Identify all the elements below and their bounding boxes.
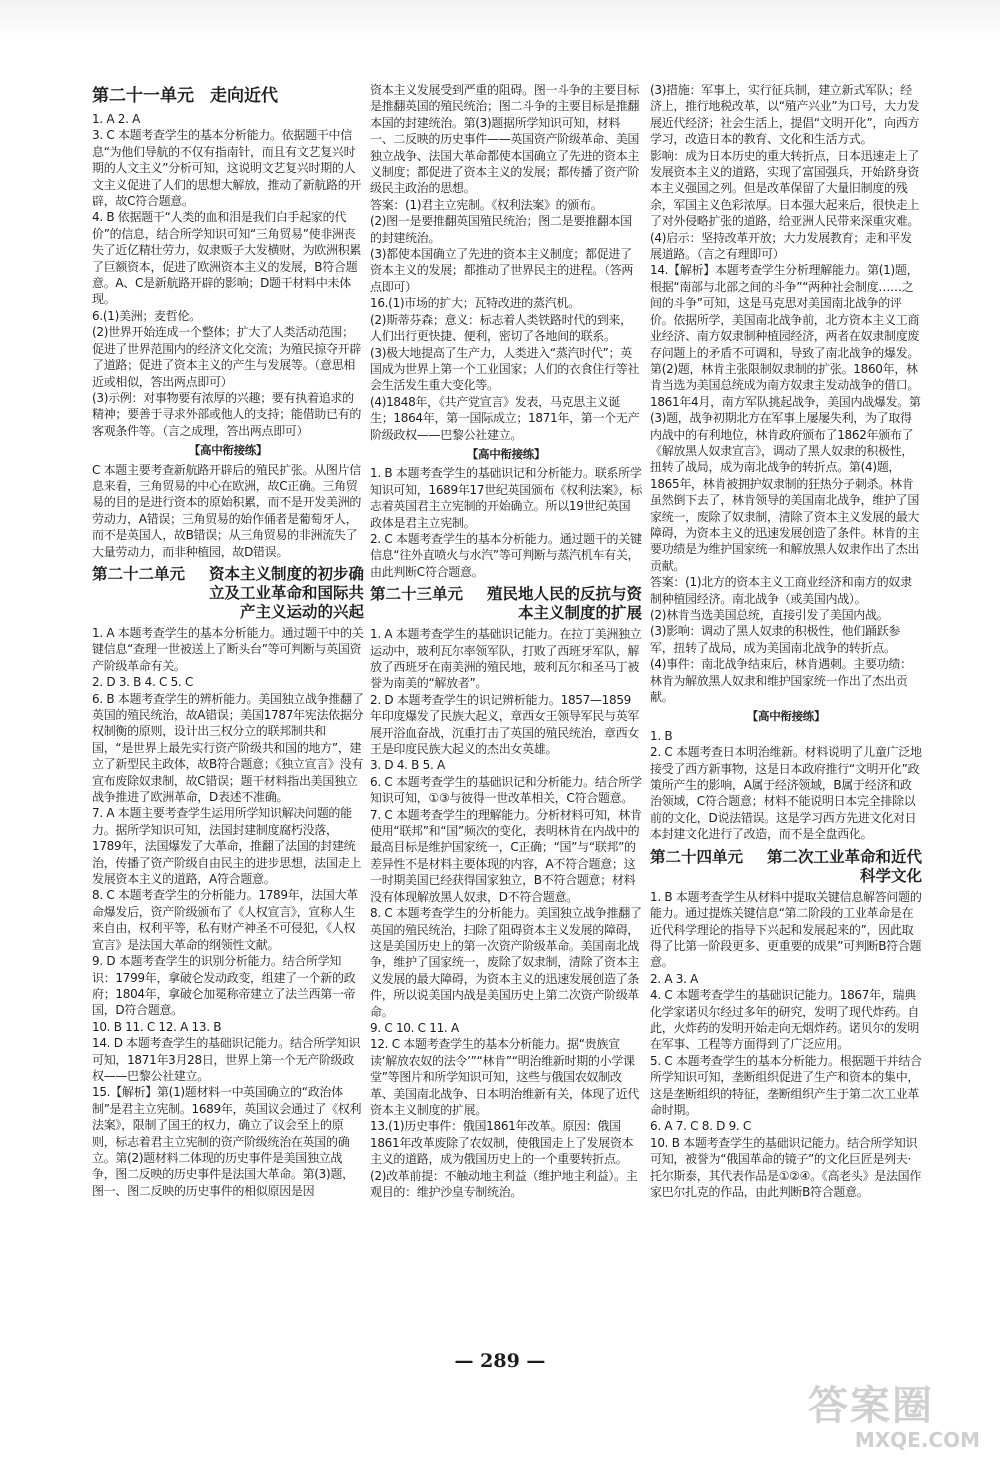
column-left [92, 82, 364, 1199]
unit-heading-21 [92, 86, 364, 107]
answer-line: 资本主义发展受到严重的阻碍。图一斗争的主要目标是推翻英国的殖民统治；图二斗争的主要目标是推翻本国的封建统治。第(3)题据所学知识可知，材料一、二反映的历史事件——英国资产阶级革命、美国独立战争、法国大革命都使本国确立了先进的资本主义制度；都促进了资本主义的发展；都传播了资产阶级民主政治的思想。 [370, 83, 640, 196]
answer-line: 1. A 本题考查学生的基本分析能力。通过题干中的关键信息“查理一世被送上了断头台”等可判断与英国资产阶级革命有关。 [92, 625, 364, 673]
answer-line: 答案：(1)北方的资本主义工商业经济和南方的奴隶制种植园经济。南北战争（或美国内战）。 [650, 575, 912, 606]
section-link-title: 【高中衔接练】 [188, 443, 268, 458]
unit-title: 资本主义制度的初步确立及工业革命和国际共产主义运动的兴起 [208, 563, 364, 621]
section-link-title: 【高中衔接练】 [466, 446, 546, 461]
answer-line: 6.(1)美洲；麦哲伦。 [92, 308, 201, 323]
answer-line: 14.【解析】本题考查学生分析理解能力。第(1)题，根据“南部与北部之间的斗争”“两种社会制度……之间的斗争”可知，这是马克思对美国南北战争的评价。依据所学，美国南北战争前，北方资本主义工商业经济、南方奴隶制种植园经济，两者在奴隶制度废存问题上的矛盾不可调和，导致了南北战争的爆发。第(2)题，林肯主张限制奴隶制的扩张。1860年，林肯当选为美国总统成为南方奴隶主发动战争的借口。1861年4月，南方军队挑起战争，美国内战爆发。第(3)题，战争初期北方在军事上屡屡失利，为了取得内战中的有利地位，林肯政府颁布了1862年颁布了《解放黑人奴隶宣言》，调动了黑人奴隶的积极性，扭转了战局，成为南北战争的转折点。第(4)题，1865年，林肯被拥护奴隶制的狂热分子刺杀。林肯虽然倒下去了，林肯领导的美国南北战争，维护了国家统一，废除了奴隶制，清除了资本主义发展的最大障碍，为资本主义的迅速发展创造了条件。林肯的主要功绩是为维护国家统一和解放黑人奴隶作出了杰出贡献。 [650, 263, 921, 573]
answer-line: 7. C 本题考查学生的理解能力。分析材料可知，林肯使用“联邦”和“国”频次的变化，表明林肯在内战中的最高目标是维护国家统一，C正确；“国”与“联邦”的差异性不是材料主要体现的内容，A不符合题意；这一时期美国已经获得国家独立，B不符合题意；材料没有体现解放黑人奴隶，D不符合题意。 [370, 807, 642, 904]
unit-number: 第二十一单元 [92, 86, 194, 106]
answer-line: (3)示例：对事物要有浓厚的兴趣；要有执着追求的精神；要善于寻求外部或他人的支持；能借助已有的客观条件等。（言之成理，答出两点即可） [92, 390, 362, 438]
unit-21-answers [92, 111, 364, 439]
link-answers [370, 465, 642, 580]
answer-line: (2)改革前提：不触动地主利益（维护地主利益）。主观目的：维护沙皇专制统治。 [370, 1168, 638, 1199]
link-answer: C 本题主要考查新航路开辟后的殖民扩张。从图片信息来看，三角贸易的中心在欧洲，故C正确。三角贸易的目的是进行资本的原始积累，而不是开发美洲的劳动力，A错误；三角贸易的始作俑者是葡萄牙人，而不是英国人，故B错误；从三角贸易的非洲流失了大量劳动力，而非种植园，故D错误。 [92, 462, 362, 559]
answer-line: 影响：成为日本历史的重大转折点，日本迅速走上了发展资本主义的道路，实现了富国强兵，开始跻身资本主义强国之列。但是改革保留了大量旧制度的残余，军国主义色彩浓厚。日本强大起来后，很快走上了对外侵略扩张的道路，给亚洲人民带来深重灾难。 [650, 148, 920, 229]
unit-heading-24 [650, 847, 922, 885]
link-answers [650, 728, 922, 843]
answer-line: 7. A 本题主要考查学生运用所学知识解决问题的能力。据所学知识可知，法国封建制度腐朽没落，1789年，法国爆发了大革命，推翻了法国的封建统治，传播了资产阶级自由民主的进步思想，法国走上发展资本主义的道路，A符合题意。 [92, 806, 362, 887]
answer-line: 3. C 本题考查学生的基本分析能力。依据题干中信息“为他们导航的不仅有指南针，而且有文艺复兴时期的人文主义”分析可知，这说明文艺复兴时期的人文主义促进了人们的思想大解放，推动了新航路的开辟，故C符合题意。 [92, 128, 362, 209]
answer-line: (4)事件：南北战争结束后，林肯遇刺。主要功绩：林肯为解放黑人奴隶和维护国家统一作出了杰出贡献。 [650, 657, 912, 705]
answer-line: (3)极大地提高了生产力，人类进入“蒸汽时代”；英国成为世界上第一个工业国家；人们的衣食住行等社会生活发生重大变化等。 [370, 345, 640, 393]
answer-line: 1. B [650, 728, 673, 743]
answer-line: (2)斯蒂芬森；意义：标志着人类铁路时代的到来，人们出行更快捷、便利，密切了各地间的联系。 [370, 312, 632, 344]
answer-line: (4)启示：坚持改革开放；大力发展教育；走和平发展道路。（言之有理即可） [650, 230, 912, 262]
scan-edge [0, 0, 1000, 40]
answer-line: 2. D 3. B 4. C 5. C [92, 675, 194, 690]
answer-line: 15.【解析】第(1)题材料一中英国确立的“政治体制”是君主立宪制。1689年，英国议会通过了《权利法案》，限制了国王的权力，确立了议会至上的原则，标志着君主立宪制的资产阶级统治在英国的确立。第(2)题材料二体现的历史事件是美国独立战争，图二反映的历史事件是法国大革命。第(3)题，图一、图二反映的历史事件的相似原因是因 [92, 1085, 362, 1198]
answer-line: 答案：(1)君主立宪制。《权利法案》的颁布。 [370, 197, 603, 212]
answer-line: 2. A 3. A [650, 971, 699, 986]
watermark-line-2: MXQE.COM [854, 1428, 980, 1452]
answer-line: 1. A 本题考查学生的基础识记能力。在拉丁美洲独立运动中，玻利瓦尔率领军队，打败了西班牙军队，解放了西班牙在南美洲的殖民地，玻利瓦尔和圣马丁被誉为南美的“解放者”。 [370, 627, 642, 691]
column-right [650, 82, 922, 1200]
unit-heading-23 [370, 584, 642, 622]
page-number: — 289 — [454, 1350, 546, 1372]
answer-line: 9. C 10. C 11. A [370, 1020, 459, 1035]
answer-line: 4. C 本题考查学生的基础识记能力。1867年，瑞典化学家诺贝尔经过多年的研究，发明了现代炸药。自此，火炸药的发明开始走向无烟炸药。诺贝尔的发明在军事、工程等方面得到了广泛应用。 [650, 988, 920, 1052]
unit-title: 第二次工业革命和近代科学文化 [766, 846, 922, 885]
unit-heading-22 [92, 564, 364, 621]
unit-number: 第二十四单元 [650, 846, 744, 866]
answer-line: 16.(1)市场的扩大；瓦特改进的蒸汽机。 [370, 296, 580, 311]
answer-line: 10. B 本题考查学生的基础识记能力。结合所学知识可知，被誉为“俄国革命的镜子”的文化巨匠是列夫·托尔斯泰，其代表作品是①②④。《高老头》是法国作家巴尔扎克的作品，由此判断B符合题意。 [650, 1135, 922, 1199]
answer-line: 1. B 本题考查学生从材料中提取关键信息解答问题的能力。通过提炼关键信息“第二阶段的工业革命是在近代科学理论的指导下兴起和发展起来的”，因此取得了比第一阶段更多、更重要的成果”可判断B符合题意。 [650, 889, 922, 970]
unit-number: 第二十二单元 [92, 563, 186, 583]
answer-line: 5. C 本题考查学生的基本分析能力。根据题干并结合所学知识可知，垄断组织促进了生产和资本的集中，这是垄断组织的特征，垄断组织产生于第二次工业革命时期。 [650, 1053, 922, 1117]
answer-line: 2. C 本题考查学生的基本分析能力。通过题干的关键信息“往外直喷火与水汽”等可判断与蒸汽机车有关，由此判断C符合题意。 [370, 531, 642, 579]
answer-line: 8. C 本题考查学生的分析能力。美国独立战争推翻了英国的殖民统治，扫除了阻碍资本主义发展的障碍，这是美国历史上的第一次资产阶级革命。美国南北战争，维护了国家统一，废除了奴隶制，清除了资本主义发展的最大障碍，为资本主义的迅速发展创造了条件，所以说美国内战是美国历史上第二次资产阶级革命。 [370, 906, 642, 1019]
answer-line: (4)1848年，《共产党宣言》发表，马克思主义诞生；1864年，第一国际成立；1871年，第一个无产阶级政权——巴黎公社建立。 [370, 394, 640, 442]
answer-line: 10. B 11. C 12. A 13. B [92, 1019, 222, 1034]
unit-22-answers [92, 625, 364, 1199]
answer-line: 9. D 本题考查学生的识别分析能力。结合所学知识：1799年，拿破仑发动政变，组建了一个新的政府；1804年，拿破仑加冕称帝建立了法兰西第一帝国，D符合题意。 [92, 954, 356, 1018]
unit-24-answers [650, 889, 922, 1201]
answer-line: 4. B 依据题干“人类的血和泪是我们白手起家的代价”的信息，结合所学知识可知“三角贸易”使非洲丧失了近亿精壮劳力，奴隶贩子大发横财，为欧洲积累了巨额资本，促进了欧洲资本主义的发展，B符合题意。A、C是新航路开辟的影响；D题干材料中未体现。 [92, 210, 362, 307]
watermark-line-1: 答案圈 [808, 1383, 934, 1429]
watermark-logo [808, 1384, 986, 1462]
answer-line: 8. C 本题考查学生的分析能力。1789年，法国大革命爆发后，资产阶级颁布了《人权宣言》，宣称人生来自由，权利平等，私有财产神圣不可侵犯，《人权宣言》是法国大革命的纲领性文献。 [92, 888, 358, 952]
answer-line: 12. C 本题考查学生的基本分析能力。据“贵族宣读‘解放农奴的法令’”“林肯”“明治维新时期的小学课堂”等图片和所学知识可知，这些与俄国农奴制改革、美国南北战争、日本明治维新有关，体现了近代资本主义制度的扩展。 [370, 1037, 640, 1117]
unit-title: 殖民地人民的反抗与资本主义制度的扩展 [486, 584, 642, 623]
answer-line: (2)图一是要推翻英国殖民统治；图二是要推翻本国的封建统治。 [370, 214, 632, 245]
unit-23-answers-continued [650, 82, 922, 705]
unit-title: 走向近代 [210, 86, 278, 106]
answer-line: 6. A 7. C 8. D 9. C [650, 1119, 752, 1134]
answer-line: 14. D 本题考查学生的基础识记能力。结合所学知识可知，1871年3月28日，世界上第一个无产阶级政权——巴黎公社建立。 [92, 1036, 361, 1083]
unit-23-answers [370, 626, 642, 1200]
answer-line: 3. D 4. B 5. A [370, 758, 445, 773]
answer-line: 6. B 本题考查学生的辨析能力。美国独立战争推翻了英国的殖民统治，故A错误；美国1787年宪法依据分权制衡的原则，设计出三权分立的联邦制共和国，“是世界上最先实行资产阶级共和国的地方”，建立了新型民主政体，故B符合题意；《独立宣言》没有宣布废除奴隶制，故C错误；题干材料指出美国独立战争推进了欧洲革命，D表述不准确。 [92, 691, 364, 805]
answer-line: 2. D 本题考查学生的识记辨析能力。1857—1859年印度爆发了民族大起义，章西女王领导军民与英军展开浴血奋战，沉重打击了英国的殖民统治，章西女王是印度民族大起义的杰出女英雄。 [370, 692, 640, 757]
unit-number: 第二十三单元 [370, 584, 464, 604]
answer-line: 1. A 2. A [92, 112, 141, 126]
answer-line: (2)林肯当选美国总统，直接引发了美国内战。 [650, 608, 889, 622]
answer-line: (3)影响：调动了黑人奴隶的积极性，他们踊跃参军，扭转了战局，成为美国南北战争的转折点。 [650, 624, 901, 655]
section-link-title: 【高中衔接练】 [746, 709, 826, 724]
answer-line: 1. B 本题考查学生的基础识记和分析能力。联系所学知识可知，1689年17世纪英国颁布《权利法案》，标志着英国君主立宪制的开始确立。所以19世纪英国政体是君主立宪制。 [370, 466, 643, 530]
answer-line: (3)都使本国确立了先进的资本主义制度；都促进了资本主义的发展；都推动了世界民主的进程。（答两点即可） [370, 247, 634, 294]
answer-line: (3)措施：军事上，实行征兵制，建立新式军队；经济上，推行地税改革，以“殖产兴业”为口号，大力发展近代经济；社会生活上，提倡“文明开化”，向西方学习，改造日本的教育、文化和生活方式。 [650, 83, 920, 147]
answer-line: (2)世界开始连成一个整体；扩大了人类活动范围；促进了世界范围内的经济文化交流；为殖民掠夺开辟了道路；促进了资本主义的产生与发展等。（意思相近或相似，答出两点即可） [92, 325, 362, 389]
answer-line: 6. C 本题考查学生的基础识记和分析能力。结合所学知识可知，①③与彼得一世改革相关，C符合题意。 [370, 774, 642, 806]
column-middle [370, 82, 642, 1200]
answer-line: 13.(1)历史事件：俄国1861年改革。原因：俄国1861年改革废除了农奴制，使俄国走上了发展资本主义的道路，成为俄国历史上的一个重要转折点。 [370, 1119, 634, 1167]
answer-line: 2. C 本题考查日本明治维新。材料说明了儿童广泛地接受了西方新事物，这是日本政府推行“文明开化”政策所产生的影响，A属于经济领域，B属于经济和政治领域，C符合题意；材料不能说明日本完全排除以前的文化，D说法错误。这是学习西方先进文化对日本封建文化进行了改造，而不是全盘西化。 [650, 745, 922, 842]
unit-22-answers-continued [370, 82, 642, 443]
